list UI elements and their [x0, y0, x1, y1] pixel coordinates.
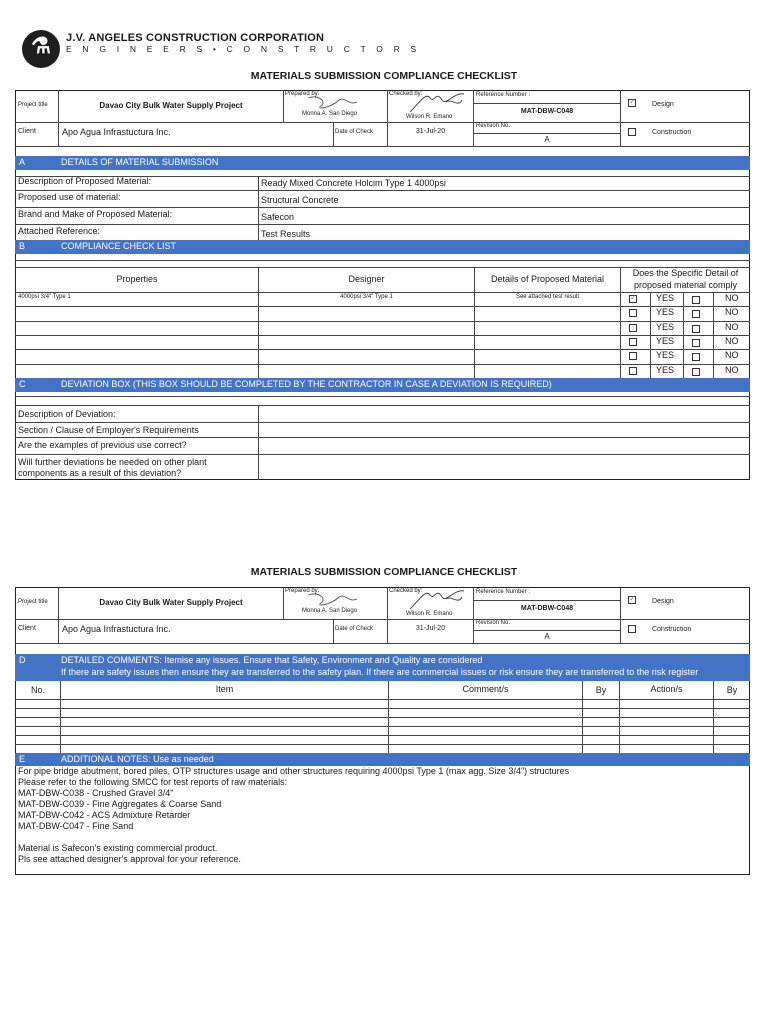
design-label: Design — [652, 101, 674, 108]
section-d-letter: D — [19, 655, 26, 665]
p2-client-label: Client — [18, 625, 36, 632]
reference-label: Reference Number : — [476, 92, 531, 98]
client-value: Apo Agua Infrastuctura Inc. — [62, 127, 171, 137]
row-divider — [15, 364, 750, 365]
row-details: See attached test result — [515, 294, 580, 300]
section-e-header — [15, 753, 750, 766]
p2-date-of-check-label: Date of Check — [335, 626, 374, 632]
no-label: NO — [725, 364, 739, 375]
col-comments-header: Comment/s — [462, 684, 509, 694]
note-line: MAT-DBW-C039 - Fine Aggregates & Coarse Sand — [18, 799, 222, 809]
note-line: Material is Safecon's existing commercial product. — [18, 843, 218, 853]
yes-label: YES — [656, 307, 675, 318]
yes-checkbox[interactable] — [629, 352, 637, 360]
p2-project-title-value: Davao City Bulk Water Supply Project — [99, 598, 243, 607]
section-a-row-1-value: Ready Mixed Concrete Holcim Type 1 4000psi — [261, 178, 446, 188]
section-e-title: ADDITIONAL NOTES: Use as needed — [61, 754, 214, 764]
p2-prepared-by-name: Monna A. San Diego — [302, 608, 358, 614]
yes-label: YES — [656, 335, 675, 346]
no-checkbox[interactable] — [692, 310, 700, 318]
p2-construction-checkbox[interactable] — [628, 625, 636, 633]
section-b-title: COMPLIANCE CHECK LIST — [61, 241, 177, 251]
yes-label: YES — [656, 364, 675, 375]
section-a-row-3-label: Brand and Make of Proposed Material: — [18, 209, 173, 219]
col-details-header: Details of Proposed Material — [490, 274, 605, 284]
no-checkbox[interactable] — [692, 353, 700, 361]
prepared-by-name: Monna A. San Diego — [302, 111, 358, 117]
p2-checked-by-name: Wilson R. Emano — [406, 611, 453, 617]
company-logo — [22, 30, 60, 68]
col-no-header: No. — [30, 685, 45, 695]
deviation-previous-use-label: Are the examples of previous use correct? — [18, 440, 187, 450]
deviation-further-label-line-1: Will further deviations be needed on other plant — [18, 457, 207, 467]
row-divider — [15, 335, 750, 336]
row-divider — [15, 306, 750, 307]
deviation-clause-label: Section / Clause of Employer's Requirements — [18, 425, 199, 435]
p2-reference-label: Reference Number : — [476, 589, 531, 595]
design-checkbox[interactable] — [628, 99, 636, 107]
construction-checkbox[interactable] — [628, 128, 636, 136]
project-title-label: Project title — [18, 102, 48, 108]
section-c-title: DEVIATION BOX (THIS BOX SHOULD BE COMPLETED BY THE CONTRACTOR IN CASE A DEVIATION IS REQUIRED) — [61, 379, 552, 389]
p2-design-label: Design — [652, 598, 674, 605]
section-c-letter: C — [19, 379, 26, 389]
reference-value: MAT-DBW-C048 — [520, 108, 574, 115]
row-properties: 4000psi 3/4" Type 1 — [18, 294, 71, 300]
section-d-header — [15, 654, 750, 681]
yes-label: YES — [656, 293, 675, 303]
revision-value: A — [544, 135, 550, 144]
no-checkbox[interactable] — [692, 339, 700, 347]
yes-checkbox[interactable] — [629, 324, 637, 332]
checked-by-label: Checked by: — [389, 91, 423, 97]
section-a-row-4-value: Test Results — [261, 229, 311, 239]
project-title-value: Davao City Bulk Water Supply Project — [99, 101, 243, 110]
no-label: NO — [725, 321, 739, 332]
section-d-line-1: DETAILED COMMENTS: Itemise any issues. Ensure that Safety, Environment and Quality are considered — [61, 655, 483, 665]
note-line: MAT-DBW-C047 - Fine Sand — [18, 821, 134, 831]
date-of-check-label: Date of Check — [335, 129, 374, 135]
p2-design-checkbox[interactable] — [628, 596, 636, 604]
date-of-check-value: 31-Jul-20 — [415, 128, 446, 135]
construction-label: Construction — [652, 129, 692, 136]
col-by-header: By — [595, 685, 607, 695]
no-checkbox[interactable] — [692, 325, 700, 333]
section-d-line-2: If there are safety issues then ensure they are transferred to the safety plan. If there are commercial issues or risk ensure they are transferred to the risk register — [61, 667, 699, 677]
section-a-row-3-value: Safecon — [261, 212, 295, 222]
no-checkbox[interactable] — [692, 368, 700, 376]
p2-project-title-label: Project title — [18, 599, 48, 605]
section-a-title: DETAILS OF MATERIAL SUBMISSION — [61, 157, 219, 167]
revision-label: Revision No. — [476, 123, 511, 129]
p2-client-value: Apo Agua Infrastuctura Inc. — [62, 624, 171, 634]
section-b-header — [15, 240, 750, 254]
row-divider — [15, 349, 750, 350]
col-item-header: Item — [215, 684, 234, 694]
page-1-title: MATERIALS SUBMISSION COMPLIANCE CHECKLIST — [250, 70, 518, 82]
deviation-further-label-line-2: components as a result of this deviation? — [18, 468, 182, 478]
section-a-header — [15, 156, 750, 170]
section-e-letter: E — [19, 754, 26, 764]
no-label: NO — [725, 350, 739, 361]
section-a-row-2-value: Structural Concrete — [261, 195, 339, 205]
p2-revision-label: Revision No. — [476, 620, 511, 626]
page-2-title: MATERIALS SUBMISSION COMPLIANCE CHECKLIST — [250, 566, 518, 578]
company-name: J.V. ANGELES CONSTRUCTION CORPORATION — [66, 32, 325, 44]
note-line: MAT-DBW-C042 - ACS Admixture Retarder — [18, 810, 191, 820]
col-actions-header: Action/s — [650, 684, 683, 694]
yes-checkbox[interactable] — [629, 338, 637, 346]
p2-prepared-by-label: Prepared by: — [285, 588, 320, 594]
p2-date-of-check-value: 31-Jul-20 — [415, 625, 446, 632]
section-c-header — [15, 378, 750, 392]
no-label: NO — [725, 307, 739, 318]
yes-checkbox[interactable] — [629, 295, 637, 303]
note-line: For pipe bridge abutment, bored piles, OTP structures usage and other structures requiring 4000psi Type 1 (max agg. Size 3/4") structures — [18, 766, 570, 776]
section-a-row-4-label: Attached Reference: — [18, 226, 101, 236]
col-comply-header-line-2: proposed material comply — [633, 280, 738, 290]
section-a-row-1-label: Description of Proposed Material: — [18, 176, 152, 186]
col-properties-header: Properties — [116, 274, 158, 284]
jv-angeles-logo-icon: ⚗ — [31, 33, 51, 59]
p2-construction-label: Construction — [652, 626, 692, 633]
col-designer-header: Designer — [348, 274, 385, 284]
yes-label: YES — [656, 321, 675, 332]
row-divider — [15, 321, 750, 322]
p2-checked-by-signature — [406, 585, 470, 613]
checked-by-signature — [406, 88, 470, 116]
p2-reference-value: MAT-DBW-C048 — [520, 605, 574, 612]
col-comply-header-line-1: Does the Specific Detail of — [632, 268, 739, 278]
note-line: Please refer to the following SMCC for test reports of raw materials: — [18, 777, 288, 787]
yes-label: YES — [656, 350, 675, 361]
note-line: MAT-DBW-C038 - Crushed Gravel 3/4" — [18, 788, 174, 798]
checked-by-name: Wilson R. Emano — [406, 114, 453, 120]
row-designer: 4000psi 3/4" Type 1 — [340, 294, 393, 300]
deviation-description-label: Description of Deviation: — [18, 409, 116, 419]
section-a-row-2-label: Proposed use of material: — [18, 192, 121, 202]
note-line: Pls see attached designer's approval for your reference. — [18, 854, 241, 864]
yes-checkbox[interactable] — [629, 367, 637, 375]
prepared-by-label: Prepared by: — [285, 91, 320, 97]
section-b-letter: B — [19, 241, 26, 251]
section-a-letter: A — [19, 157, 26, 167]
no-label: NO — [725, 335, 739, 346]
col-by2-header: By — [726, 685, 738, 695]
no-checkbox[interactable] — [692, 296, 700, 304]
p2-revision-value: A — [544, 632, 550, 641]
client-label: Client — [18, 128, 36, 135]
no-label: NO — [725, 293, 739, 303]
p2-checked-by-label: Checked by: — [389, 588, 423, 594]
company-tagline: E N G I N E E R S • C O N S T R U C T O R S — [66, 44, 421, 54]
yes-checkbox[interactable] — [629, 309, 637, 317]
